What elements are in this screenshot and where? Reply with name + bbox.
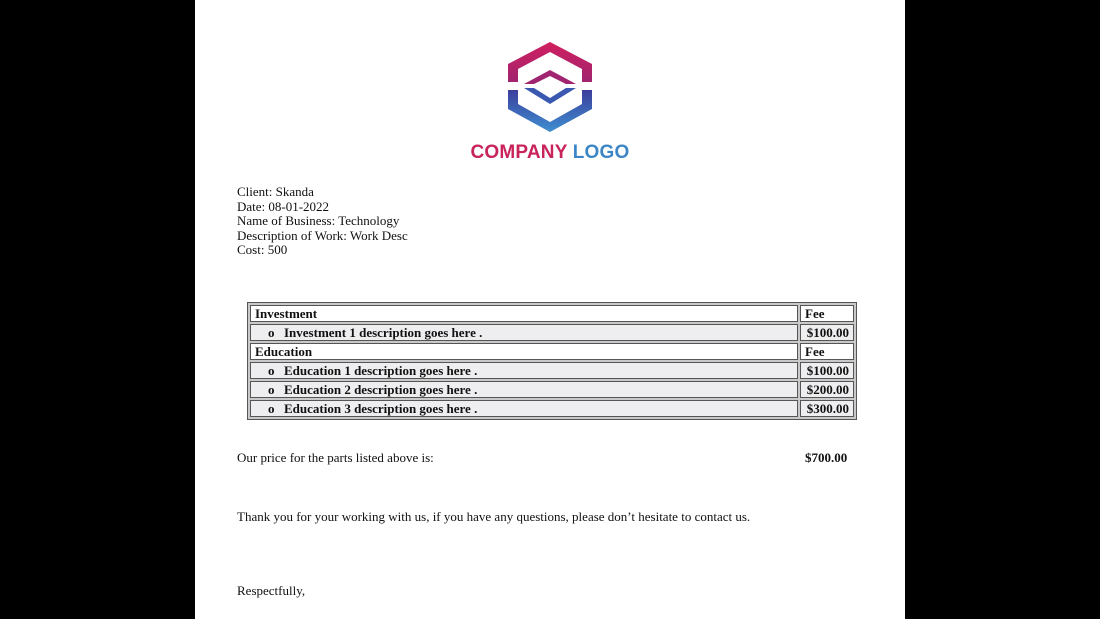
hexagon-logo-icon	[504, 38, 596, 134]
item-description-cell	[250, 362, 798, 379]
item-description: Education 3 description goes here .	[284, 401, 478, 416]
item-description-cell	[250, 400, 798, 417]
bullet-marker: o	[268, 325, 275, 340]
document-page	[195, 0, 905, 619]
item-description: Investment 1 description goes here .	[284, 325, 483, 340]
closing-salutation: Respectfully,	[237, 583, 306, 598]
client-line: Client: Skanda	[237, 184, 314, 199]
item-amount: $300.00	[800, 400, 854, 417]
item-description-cell	[250, 324, 798, 341]
thank-you-note: Thank you for your working with us, if you have any questions, please don’t hesitate to contact us.	[237, 509, 751, 524]
fee-column-header: Fee	[800, 343, 854, 360]
work-description-line: Description of Work: Work Desc	[237, 227, 408, 243]
table-row	[250, 381, 854, 398]
logo-word-logo: LOGO	[572, 142, 630, 163]
company-logo-text	[195, 142, 905, 164]
table-row	[250, 324, 854, 341]
section-heading: Education	[250, 343, 798, 360]
table-row	[250, 362, 854, 379]
bullet-marker: o	[268, 363, 275, 378]
item-description-cell	[250, 381, 798, 398]
fee-column-header: Fee	[800, 305, 854, 322]
section-heading: Investment	[250, 305, 798, 322]
fee-table	[247, 302, 857, 420]
client-info-block	[237, 185, 408, 258]
table-row	[250, 400, 854, 417]
price-total: $700.00	[805, 450, 848, 465]
section-header-row	[250, 305, 854, 322]
price-label: Our price for the parts listed above is:	[237, 450, 434, 465]
item-description: Education 2 description goes here .	[284, 382, 478, 397]
item-description: Education 1 description goes here .	[284, 363, 478, 378]
item-amount: $100.00	[800, 362, 854, 379]
cost-line: Cost: 500	[237, 242, 288, 258]
bullet-marker: o	[268, 382, 275, 397]
bullet-marker: o	[268, 401, 275, 416]
company-logo	[195, 38, 905, 164]
logo-word-company: COMPANY	[470, 142, 568, 163]
section-header-row	[250, 343, 854, 360]
business-line: Name of Business: Technology	[237, 213, 400, 229]
item-amount: $200.00	[800, 381, 854, 398]
date-line: Date: 08-01-2022	[237, 198, 330, 214]
item-amount: $100.00	[800, 324, 854, 341]
